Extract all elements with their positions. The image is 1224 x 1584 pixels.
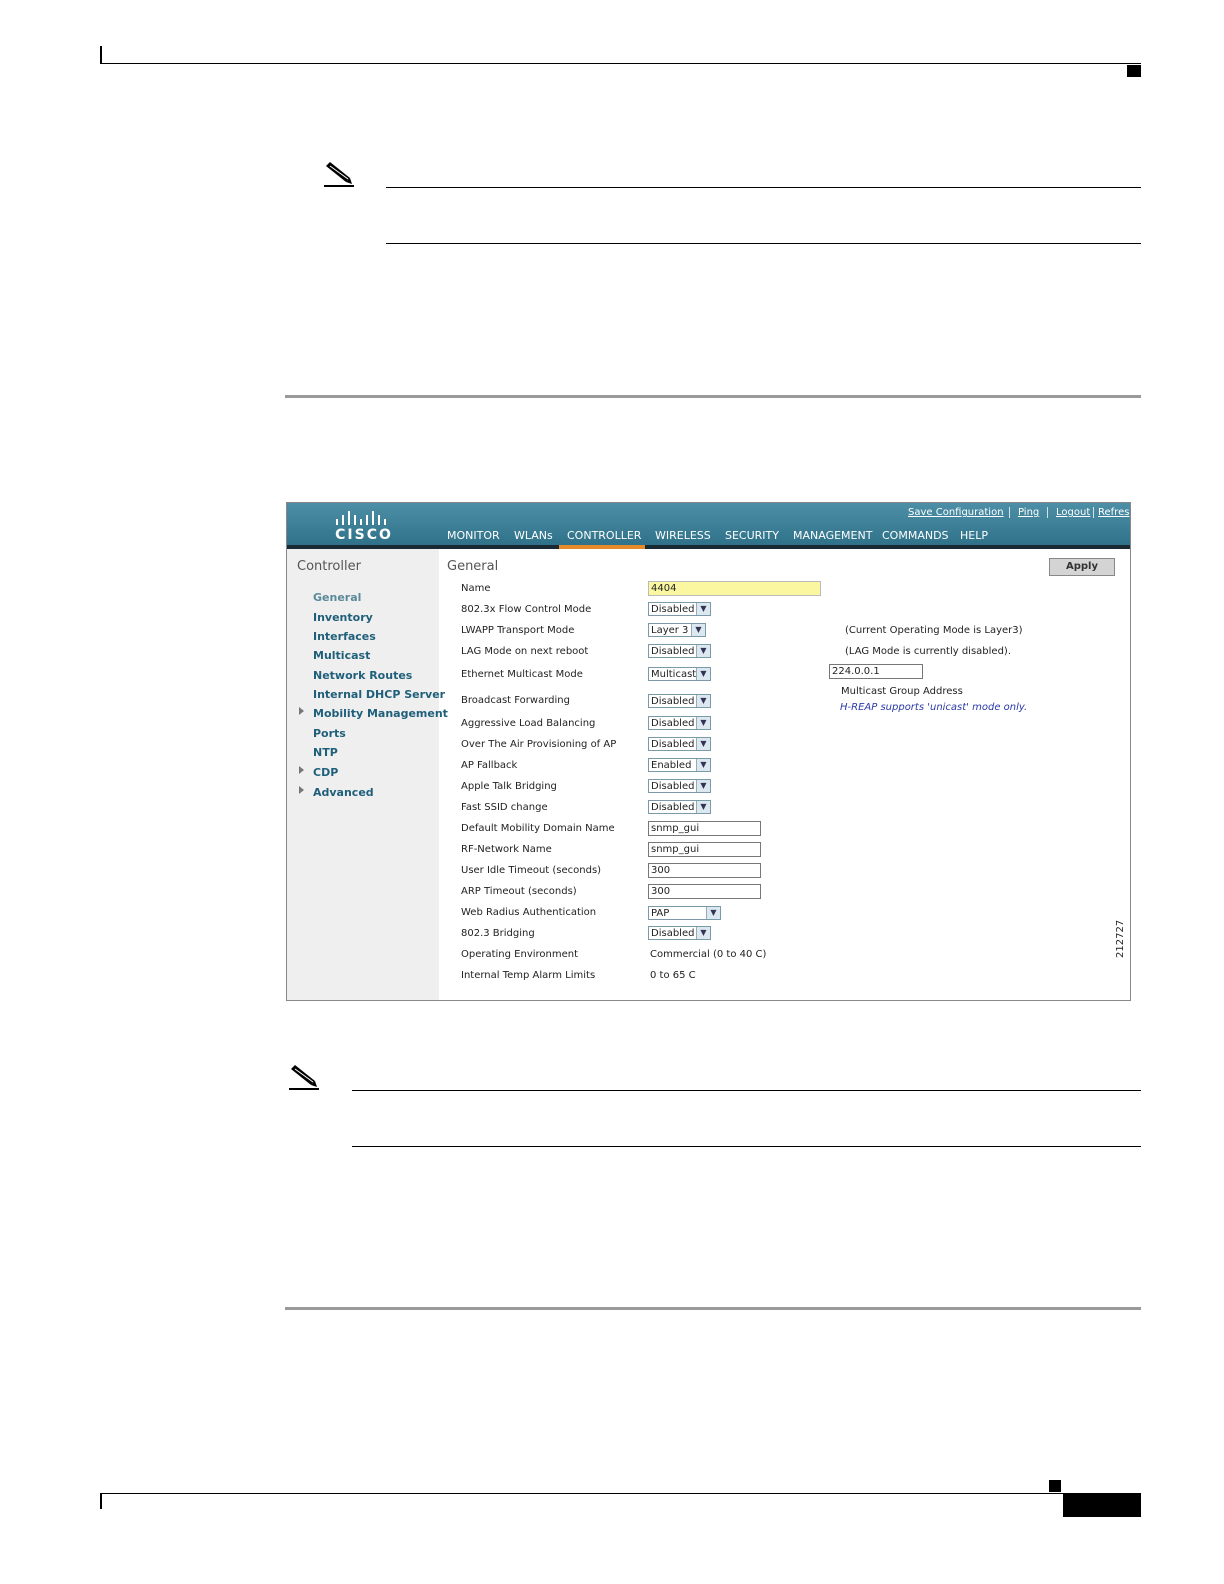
figure-number: 212727	[1115, 919, 1126, 958]
ap-fallback-label: AP Fallback	[461, 760, 518, 771]
controller-general-screenshot	[286, 502, 1131, 1001]
aggressive-load-balancing-label: Aggressive Load Balancing	[461, 718, 596, 729]
name-input[interactable]: 4404	[648, 581, 821, 596]
toplink-separator	[1047, 507, 1048, 518]
mobility-domain-input[interactable]: snmp_gui	[648, 821, 761, 836]
chevron-down-icon: ▼	[691, 624, 705, 636]
bridging-8023-select[interactable]	[648, 926, 711, 940]
chevron-down-icon: ▼	[696, 801, 710, 813]
cisco-bars-icon	[333, 509, 395, 527]
logout-link[interactable]: Logout	[1056, 507, 1091, 518]
broadcast-forwarding-select[interactable]	[648, 694, 711, 708]
refresh-link[interactable]: Refres	[1098, 507, 1130, 518]
chevron-down-icon: ▼	[706, 907, 720, 919]
web-radius-select[interactable]	[648, 906, 721, 920]
section-divider	[285, 395, 1141, 398]
note-pencil-icon	[320, 160, 356, 190]
temp-alarm-value: 0 to 65 C	[650, 970, 696, 981]
chevron-down-icon: ▼	[696, 780, 710, 792]
multicast-group-address-label: Multicast Group Address	[841, 686, 963, 697]
ota-provisioning-label: Over The Air Provisioning of AP	[461, 739, 617, 750]
bridging-8023-label: 802.3 Bridging	[461, 928, 535, 939]
chevron-down-icon: ▼	[696, 645, 710, 657]
bridging-8023-value: Disabled	[651, 928, 695, 939]
footer-marker	[1049, 1480, 1061, 1492]
note-pencil-icon	[285, 1063, 321, 1093]
tab-wlans[interactable]: WLANs	[514, 529, 553, 542]
ethernet-multicast-label: Ethernet Multicast Mode	[461, 669, 583, 680]
top-banner	[287, 503, 1130, 549]
temp-alarm-label: Internal Temp Alarm Limits	[461, 970, 596, 981]
sidebar-item-mobility-management[interactable]: Mobility Management	[313, 707, 448, 720]
arp-timeout-label: ARP Timeout (seconds)	[461, 886, 577, 897]
flow-control-value: Disabled	[651, 604, 695, 615]
chevron-down-icon: ▼	[696, 927, 710, 939]
tab-monitor[interactable]: MONITOR	[447, 529, 500, 542]
broadcast-forwarding-label: Broadcast Forwarding	[461, 695, 570, 706]
hreap-note: H-REAP supports 'unicast' mode only.	[840, 702, 1028, 713]
expand-caret-icon[interactable]	[299, 707, 304, 715]
chevron-down-icon: ▼	[696, 603, 710, 615]
sidebar-item-internal-dhcp-server[interactable]: Internal DHCP Server	[313, 688, 446, 701]
tab-management[interactable]: MANAGEMENT	[793, 529, 873, 542]
arp-timeout-input[interactable]: 300	[648, 884, 761, 899]
toplink-separator	[1093, 507, 1094, 518]
note-top-rule	[386, 187, 1141, 188]
mobility-domain-label: Default Mobility Domain Name	[461, 823, 615, 834]
fast-ssid-select[interactable]	[648, 800, 711, 814]
ping-link[interactable]: Ping	[1018, 507, 1040, 518]
web-radius-value: PAP	[651, 908, 670, 919]
footer-rule	[100, 1493, 1141, 1494]
chevron-down-icon: ▼	[696, 738, 710, 750]
sidebar-title: Controller	[297, 559, 361, 574]
active-tab-indicator	[559, 545, 645, 549]
chevron-down-icon: ▼	[696, 759, 710, 771]
idle-timeout-label: User Idle Timeout (seconds)	[461, 865, 602, 876]
sidebar	[287, 549, 448, 1000]
tab-help[interactable]: HELP	[960, 529, 988, 542]
expand-caret-icon[interactable]	[299, 766, 304, 774]
section-divider	[285, 1307, 1141, 1310]
sidebar-item-multicast[interactable]: Multicast	[313, 649, 371, 662]
lag-mode-label: LAG Mode on next reboot	[461, 646, 589, 657]
tab-controller[interactable]: CONTROLLER	[567, 529, 642, 542]
chevron-down-icon: ▼	[696, 717, 710, 729]
chevron-down-icon: ▼	[696, 695, 710, 707]
sidebar-item-cdp[interactable]: CDP	[313, 766, 339, 779]
sidebar-item-interfaces[interactable]: Interfaces	[313, 630, 376, 643]
sidebar-item-ntp[interactable]: NTP	[313, 746, 338, 759]
sidebar-item-advanced[interactable]: Advanced	[313, 786, 374, 799]
footer-left-tick	[100, 1493, 102, 1509]
sidebar-item-general[interactable]: General	[313, 591, 362, 604]
ota-provisioning-select[interactable]	[648, 737, 711, 751]
lwapp-operating-note: (Current Operating Mode is Layer3)	[845, 625, 1023, 636]
ota-provisioning-value: Disabled	[651, 739, 695, 750]
lwapp-transport-value: Layer 3	[651, 625, 689, 636]
multicast-group-address-input[interactable]: 224.0.0.1	[829, 664, 923, 679]
header-marker	[1127, 65, 1141, 77]
operating-environment-value: Commercial (0 to 40 C)	[650, 949, 767, 960]
ap-fallback-value: Enabled	[651, 760, 692, 771]
fast-ssid-value: Disabled	[651, 802, 695, 813]
idle-timeout-input[interactable]: 300	[648, 863, 761, 878]
flow-control-label: 802.3x Flow Control Mode	[461, 604, 592, 615]
lwapp-transport-select[interactable]	[648, 623, 706, 637]
note-bottom-rule	[352, 1146, 1141, 1147]
sidebar-item-ports[interactable]: Ports	[313, 727, 346, 740]
ethernet-multicast-value: Multicast	[651, 669, 697, 680]
note-top-rule	[352, 1090, 1141, 1091]
rf-network-label: RF-Network Name	[461, 844, 552, 855]
broadcast-forwarding-value: Disabled	[651, 696, 695, 707]
lag-mode-note: (LAG Mode is currently disabled).	[845, 646, 1012, 657]
expand-caret-icon[interactable]	[299, 786, 304, 794]
chevron-down-icon: ▼	[696, 668, 710, 680]
sidebar-item-inventory[interactable]: Inventory	[313, 611, 373, 624]
toplink-separator	[1009, 507, 1010, 518]
ethernet-multicast-select[interactable]	[648, 667, 711, 681]
lag-mode-select[interactable]	[648, 644, 711, 658]
tab-wireless[interactable]: WIRELESS	[655, 529, 711, 542]
tab-security[interactable]: SECURITY	[725, 529, 779, 542]
apple-talk-select[interactable]	[648, 779, 711, 793]
flow-control-select[interactable]	[648, 602, 711, 616]
aggressive-load-balancing-select[interactable]	[648, 716, 711, 730]
cisco-logo	[333, 509, 395, 543]
apply-button[interactable]: Apply	[1049, 558, 1115, 576]
save-configuration-link[interactable]: Save Configuration	[908, 507, 1004, 518]
header-left-tick	[100, 46, 102, 64]
header-rule	[100, 63, 1141, 64]
name-label: Name	[461, 583, 491, 594]
ap-fallback-select[interactable]	[648, 758, 711, 772]
note-bottom-rule	[386, 243, 1141, 244]
operating-environment-label: Operating Environment	[461, 949, 579, 960]
lwapp-transport-label: LWAPP Transport Mode	[461, 625, 575, 636]
page-number-box	[1063, 1493, 1141, 1517]
apple-talk-label: Apple Talk Bridging	[461, 781, 557, 792]
tab-commands[interactable]: COMMANDS	[882, 529, 949, 542]
web-radius-label: Web Radius Authentication	[461, 907, 597, 918]
apple-talk-value: Disabled	[651, 781, 695, 792]
page-title: General	[447, 559, 499, 574]
rf-network-input[interactable]: snmp_gui	[648, 842, 761, 857]
cisco-wordmark: CISCO	[335, 527, 393, 543]
fast-ssid-label: Fast SSID change	[461, 802, 548, 813]
aggressive-load-balancing-value: Disabled	[651, 718, 695, 729]
lag-mode-value: Disabled	[651, 646, 695, 657]
sidebar-item-network-routes[interactable]: Network Routes	[313, 669, 413, 682]
